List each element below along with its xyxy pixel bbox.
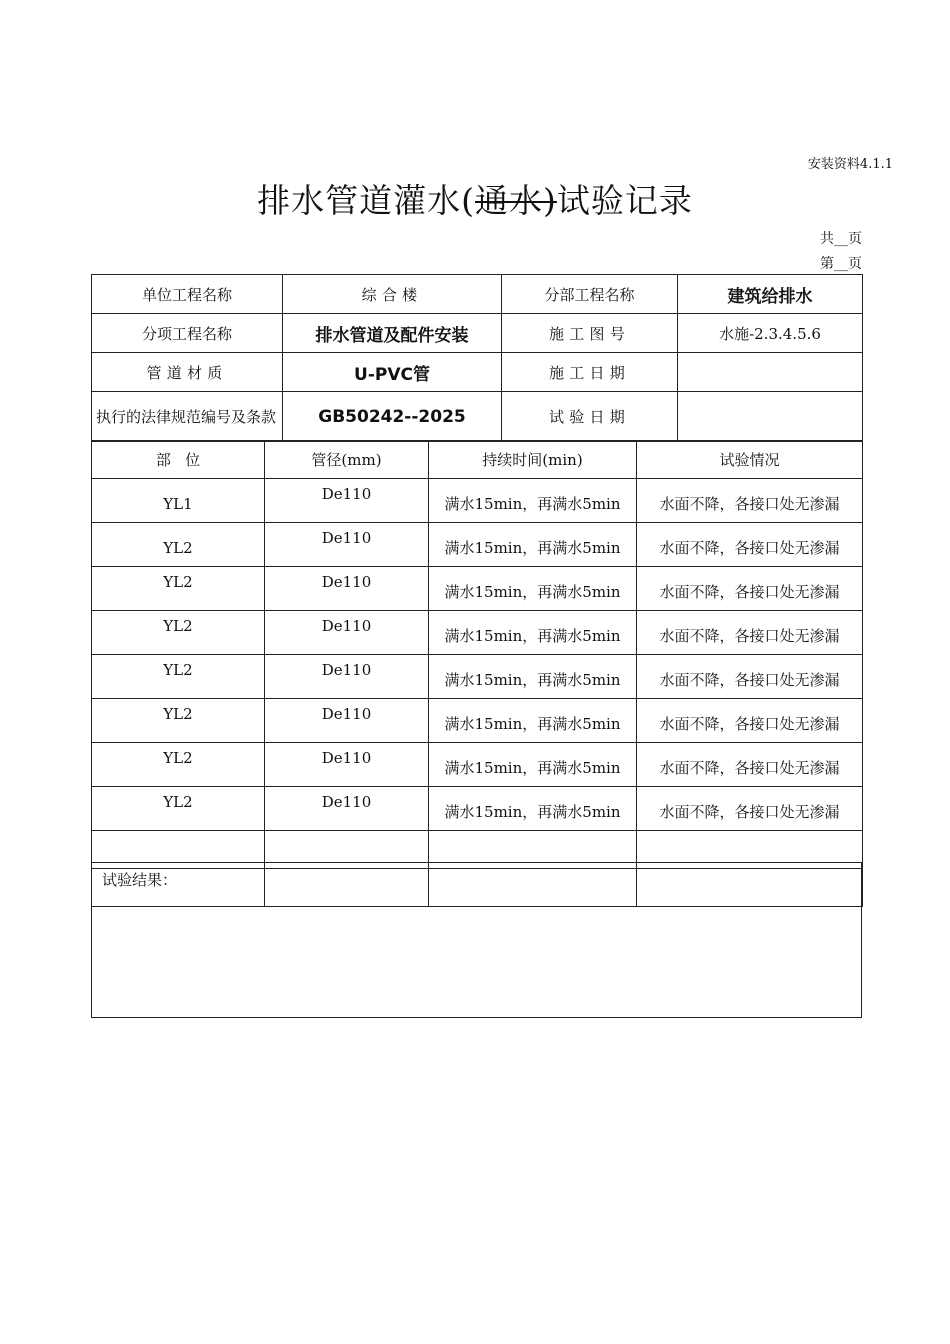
- row-position: YL2: [92, 611, 265, 655]
- info-row: [92, 353, 863, 392]
- table-row: [92, 479, 863, 523]
- table-row: [92, 699, 863, 743]
- column-header-position: 部 位: [92, 441, 265, 479]
- pipe-material-value: U-PVC管: [283, 353, 502, 392]
- row-result: 水面不降，各接口处无渗漏: [637, 787, 863, 831]
- row-result: 水面不降，各接口处无渗漏: [637, 743, 863, 787]
- project-info-table: [91, 274, 863, 442]
- table-row: [92, 787, 863, 831]
- info-row: [92, 314, 863, 353]
- page-total: 共__页: [820, 231, 862, 247]
- page-title: [0, 175, 950, 222]
- subitem-value: 排水管道及配件安装: [283, 314, 502, 353]
- row-duration: 满水15min，再满水5min: [429, 479, 637, 523]
- row-result: 水面不降，各接口处无渗漏: [637, 567, 863, 611]
- page-current: 第__页: [820, 256, 862, 272]
- unit-project-value: 综合楼: [283, 275, 502, 314]
- test-date-label: 试验日期: [502, 392, 678, 442]
- row-duration: 满水15min，再满水5min: [429, 699, 637, 743]
- drawing-no-label: 施工图号: [502, 314, 678, 353]
- row-result: 水面不降，各接口处无渗漏: [637, 699, 863, 743]
- construction-date-value: [678, 353, 863, 392]
- conclusion-label: 试验结果：: [92, 863, 862, 1018]
- row-duration: 满水15min，再满水5min: [429, 611, 637, 655]
- info-row: [92, 275, 863, 314]
- row-duration: 满水15min，再满水5min: [429, 787, 637, 831]
- info-row: [92, 392, 863, 442]
- unit-project-label: 单位工程名称: [92, 275, 283, 314]
- row-diameter: De110: [265, 743, 429, 787]
- title-prefix: 排水管道灌水(: [257, 181, 475, 220]
- column-header-diameter: 管径(mm): [265, 441, 429, 479]
- row-position: YL2: [92, 743, 265, 787]
- table-row: [92, 743, 863, 787]
- row-result: 水面不降，各接口处无渗漏: [637, 611, 863, 655]
- division-value: 建筑给排水: [678, 275, 863, 314]
- conclusion-table: [91, 862, 862, 1018]
- test-date-value: [678, 392, 863, 442]
- table-row: [92, 611, 863, 655]
- standard-label: 执行的法律规范编号及条款: [92, 392, 283, 442]
- title-struck-text: 通水): [475, 181, 557, 220]
- row-duration: 满水15min，再满水5min: [429, 743, 637, 787]
- row-position: YL2: [92, 699, 265, 743]
- table-row: [92, 567, 863, 611]
- row-diameter: De110: [265, 787, 429, 831]
- conclusion-row: [92, 863, 862, 1018]
- row-diameter: De110: [265, 567, 429, 611]
- column-header-duration: 持续时间(min): [429, 441, 637, 479]
- row-position: YL2: [92, 787, 265, 831]
- table-header-row: [92, 441, 863, 479]
- row-result: 水面不降，各接口处无渗漏: [637, 523, 863, 567]
- row-position: YL2: [92, 655, 265, 699]
- row-position: YL1: [92, 479, 265, 523]
- table-row: [92, 655, 863, 699]
- row-diameter: De110: [265, 655, 429, 699]
- standard-value: GB50242--2025: [283, 392, 502, 442]
- division-label: 分部工程名称: [502, 275, 678, 314]
- column-header-result: 试验情况: [637, 441, 863, 479]
- row-result: 水面不降，各接口处无渗漏: [637, 479, 863, 523]
- row-diameter: De110: [265, 611, 429, 655]
- pipe-material-label: 管道材质: [92, 353, 283, 392]
- row-duration: 满水15min，再满水5min: [429, 523, 637, 567]
- row-diameter: De110: [265, 699, 429, 743]
- test-records-table: [91, 440, 863, 907]
- row-result: 水面不降，各接口处无渗漏: [637, 655, 863, 699]
- subitem-label: 分项工程名称: [92, 314, 283, 353]
- row-diameter: De110: [265, 479, 429, 523]
- row-duration: 满水15min，再满水5min: [429, 655, 637, 699]
- row-duration: 满水15min，再满水5min: [429, 567, 637, 611]
- document-code: 安装资料4.1.1: [807, 157, 893, 172]
- construction-date-label: 施工日期: [502, 353, 678, 392]
- row-position: YL2: [92, 523, 265, 567]
- title-suffix: 试验记录: [556, 181, 693, 220]
- table-row: [92, 523, 863, 567]
- row-position: YL2: [92, 567, 265, 611]
- row-diameter: De110: [265, 523, 429, 567]
- drawing-no-value: 水施-2.3.4.5.6: [678, 314, 863, 353]
